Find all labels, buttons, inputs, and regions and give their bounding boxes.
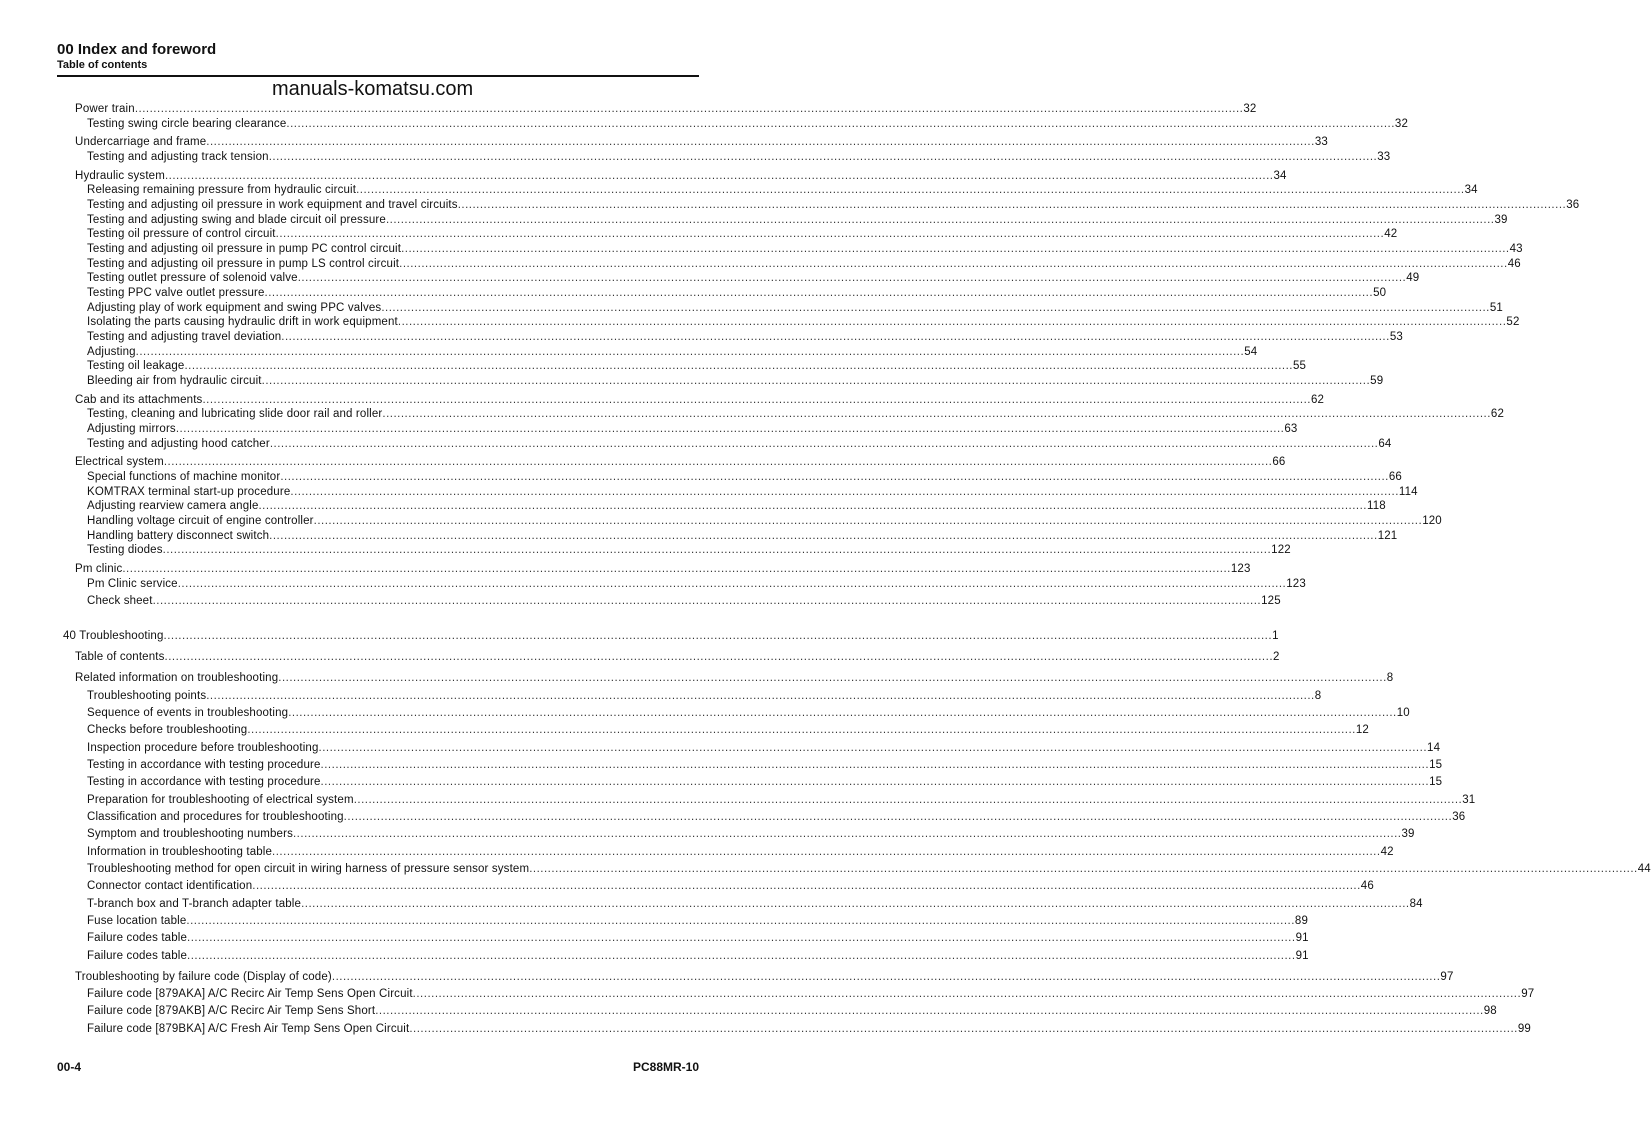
dot-leader: ............................................................................................................................................................................................................................................................................................................: [288, 707, 1397, 719]
toc-entry-title: Cab and its attachments: [75, 394, 203, 406]
toc-entry[interactable]: [87, 949, 1309, 963]
toc-entry[interactable]: [87, 359, 1307, 373]
toc-entry-title: Pm clinic: [75, 563, 123, 575]
toc-entry-title: Testing outlet pressure of solenoid valve: [87, 272, 298, 284]
toc-entry[interactable]: [87, 485, 1418, 499]
toc-entry-page: 46: [1507, 258, 1521, 270]
toc-entry-title: Adjusting play of work equipment and swing PPC valves: [87, 302, 382, 314]
toc-entry-title: Testing in accordance with testing procedure: [87, 759, 321, 771]
toc-entry-page: 123: [1286, 578, 1306, 590]
toc-entry-page: 62: [1490, 408, 1505, 420]
toc-entry-title: Testing oil pressure of control circuit: [87, 228, 276, 240]
toc-entry[interactable]: [75, 671, 1394, 685]
toc-entry-title: Testing oil leakage: [87, 360, 185, 372]
dot-leader: ............................................................................................................................................................................................................................................................................................................: [164, 170, 1274, 182]
toc-entry-page: 51: [1489, 302, 1503, 314]
toc-entry[interactable]: [87, 183, 1478, 197]
toc-entry-title: Testing and adjusting oil pressure in pump LS control circuit: [87, 258, 400, 270]
toc-entry[interactable]: [75, 970, 1454, 984]
toc-entry[interactable]: [87, 741, 1441, 755]
toc-entry-page: 121: [1377, 530, 1398, 542]
toc-entry-title: Testing and adjusting oil pressure in work equipment and travel circuits: [87, 199, 458, 211]
toc-entry[interactable]: [87, 914, 1309, 928]
toc-entry-page: 36: [1566, 199, 1580, 211]
dot-leader: ............................................................................................................................................................................................................................................................................................................: [409, 1023, 1518, 1035]
toc-entry-title: Symptom and troubleshooting numbers: [87, 828, 293, 840]
toc-entry-page: 12: [1355, 724, 1369, 736]
dot-leader: ............................................................................................................................................................................................................................................................................................................: [292, 828, 1402, 840]
dot-leader: ............................................................................................................................................................................................................................................................................................................: [206, 690, 1315, 702]
toc-entry-page: 114: [1398, 486, 1418, 498]
toc-entry-page: 120: [1422, 515, 1442, 527]
dot-leader: ............................................................................................................................................................................................................................................................................................................: [313, 515, 1423, 527]
toc-entry-title: Undercarriage and frame: [75, 136, 207, 148]
toc-entry-title: Troubleshooting points: [87, 690, 207, 702]
toc-entry-page: 8: [1386, 672, 1394, 684]
toc-entry[interactable]: [87, 301, 1503, 315]
toc-entry-page: 36: [1452, 811, 1466, 823]
toc-entry-page: 39: [1494, 214, 1508, 226]
toc-entry[interactable]: [87, 345, 1258, 359]
toc-entry-title: Check sheet: [87, 595, 153, 607]
toc-entry-page: 55: [1293, 360, 1307, 372]
toc-entry[interactable]: [87, 529, 1398, 543]
dot-leader: ............................................................................................................................................................................................................................................................................................................: [382, 408, 1491, 420]
toc-entry-title: Testing in accordance with testing procedure: [87, 776, 321, 788]
dot-leader: ............................................................................................................................................................................................................................................................................................................: [280, 471, 1389, 483]
dot-leader: ............................................................................................................................................................................................................................................................................................................: [252, 880, 1361, 892]
toc-entry-title: Sequence of events in troubleshooting: [87, 707, 289, 719]
toc-entry-page: 31: [1462, 794, 1476, 806]
toc-entry[interactable]: [87, 242, 1523, 256]
toc-entry-title: Related information on troubleshooting: [75, 672, 279, 684]
toc-entry[interactable]: [75, 135, 1328, 149]
toc-entry-title: Checks before troubleshooting: [87, 724, 248, 736]
toc-entry[interactable]: [75, 102, 1257, 116]
toc-entry-title: Information in troubleshooting table: [87, 846, 273, 858]
toc-entry-page: 1: [1272, 630, 1279, 642]
toc-entry-title: Pm Clinic service: [87, 578, 178, 590]
dot-leader: ............................................................................................................................................................................................................................................................................................................: [268, 151, 1378, 163]
dot-leader: ............................................................................................................................................................................................................................................................................................................: [353, 794, 1463, 806]
toc-entry-page: 125: [1261, 595, 1281, 607]
toc-entry-title: Testing diodes: [87, 544, 163, 556]
toc-entry-page: 33: [1377, 151, 1391, 163]
toc-entry-page: 84: [1409, 898, 1423, 910]
toc-entry-title: Failure code [879AKB] A/C Recirc Air Temp Sens Short: [87, 1005, 376, 1017]
toc-entry[interactable]: [87, 987, 1535, 1001]
toc-entry-page: 2: [1273, 651, 1280, 663]
toc-entry-title: Special functions of machine monitor: [87, 471, 281, 483]
toc-entry-page: 118: [1367, 500, 1386, 512]
toc-entry[interactable]: [87, 1022, 1531, 1036]
toc-entry-page: 8: [1314, 690, 1322, 702]
toc-entry-page: 44: [1637, 863, 1651, 875]
dot-leader: ............................................................................................................................................................................................................................................................................................................: [343, 811, 1453, 823]
toc-entry-title: Connector contact identification: [87, 880, 253, 892]
section-subtitle: Table of contents: [57, 59, 148, 71]
dot-leader: ............................................................................................................................................................................................................................................................................................................: [356, 184, 1465, 196]
toc-entry[interactable]: [87, 330, 1403, 344]
toc-entry-title: Testing, cleaning and lubricating slide door rail and roller: [87, 408, 383, 420]
toc-entry[interactable]: [87, 879, 1374, 893]
toc-entry-title: Failure code [879AKA] A/C Recirc Air Temp Sens Open Circuit: [87, 988, 413, 1000]
toc-entry-page: 33: [1314, 136, 1328, 148]
toc-entry[interactable]: [87, 257, 1521, 271]
toc-entry-title: Handling voltage circuit of engine controller: [87, 515, 314, 527]
toc-entry-title: Troubleshooting method for open circuit in wiring harness of pressure sensor system: [87, 863, 530, 875]
toc-entry[interactable]: [87, 723, 1369, 737]
toc-entry-page: 39: [1401, 828, 1415, 840]
toc-entry-title: Testing and adjusting hood catcher: [87, 438, 270, 450]
toc-entry-page: 15: [1429, 776, 1443, 788]
toc-entry-page: 62: [1311, 394, 1325, 406]
dot-leader: ............................................................................................................................................................................................................................................................................................................: [385, 214, 1495, 226]
toc-entry-page: 91: [1295, 950, 1309, 962]
toc-entry[interactable]: [87, 810, 1466, 824]
footer-page-number: 00-4: [57, 1060, 82, 1074]
toc-entry-title: Fuse location table: [87, 915, 187, 927]
dot-leader: ............................................................................................................................................................................................................................................................................................................: [164, 651, 1274, 663]
dot-leader: ............................................................................................................................................................................................................................................................................................................: [269, 530, 1378, 542]
toc-entry[interactable]: [87, 862, 1651, 876]
toc-entry-title: Troubleshooting by failure code (Display of code): [75, 971, 332, 983]
toc-entry-page: 43: [1509, 243, 1523, 255]
toc-entry[interactable]: [75, 393, 1325, 407]
toc-entry-title: Isolating the parts causing hydraulic drift in work equipment: [87, 316, 398, 328]
toc-entry-title: Power train: [75, 103, 135, 115]
toc-entry-page: 50: [1373, 287, 1387, 299]
toc-entry-page: 122: [1271, 544, 1291, 556]
dot-leader: ............................................................................................................................................................................................................................................................................................................: [397, 316, 1507, 328]
dot-leader: ............................................................................................................................................................................................................................................................................................................: [275, 228, 1385, 240]
dot-leader: ............................................................................................................................................................................................................................................................................................................: [286, 118, 1395, 130]
dot-leader: ............................................................................................................................................................................................................................................................................................................: [381, 302, 1490, 314]
toc-entry-title: Testing and adjusting oil pressure in pump PC control circuit: [87, 243, 402, 255]
toc-entry-title: Testing and adjusting track tension: [87, 151, 269, 163]
toc-entry-page: 34: [1464, 184, 1478, 196]
toc-entry-page: 66: [1272, 456, 1286, 468]
dot-leader: ............................................................................................................................................................................................................................................................................................................: [264, 287, 1374, 299]
toc-entry-title: Failure codes table: [87, 932, 188, 944]
toc-entry[interactable]: [75, 562, 1251, 576]
dot-leader: ............................................................................................................................................................................................................................................................................................................: [281, 331, 1390, 343]
dot-leader: ............................................................................................................................................................................................................................................................................................................: [318, 742, 1428, 754]
toc-entry-page: 46: [1360, 880, 1374, 892]
dot-leader: ............................................................................................................................................................................................................................................................................................................: [184, 360, 1293, 372]
toc-entry[interactable]: [87, 213, 1508, 227]
toc-entry-title: Handling battery disconnect switch: [87, 530, 270, 542]
dot-leader: ............................................................................................................................................................................................................................................................................................................: [320, 776, 1430, 788]
dot-leader: ............................................................................................................................................................................................................................................................................................................: [135, 346, 1245, 358]
toc-entry-page: 10: [1396, 707, 1410, 719]
toc-entry-page: 42: [1380, 846, 1394, 858]
toc-entry[interactable]: [87, 775, 1443, 789]
toc-entry[interactable]: [87, 827, 1415, 841]
dot-leader: ............................................................................................................................................................................................................................................................................................................: [122, 563, 1231, 575]
toc-entry[interactable]: [87, 422, 1298, 436]
toc-entry-title: Classification and procedures for troubleshooting: [87, 811, 344, 823]
toc-entry[interactable]: [87, 374, 1384, 388]
toc-entry-page: 91: [1295, 932, 1309, 944]
toc-entry-page: 123: [1230, 563, 1251, 575]
dot-leader: ............................................................................................................................................................................................................................................................................................................: [261, 375, 1371, 387]
toc-entry[interactable]: [87, 577, 1306, 591]
toc-entry[interactable]: [87, 931, 1309, 945]
toc-entry-title: 40 Troubleshooting: [63, 630, 164, 642]
toc-entry[interactable]: [87, 594, 1281, 608]
dot-leader: ............................................................................................................................................................................................................................................................................................................: [272, 846, 1381, 858]
dot-leader: ............................................................................................................................................................................................................................................................................................................: [163, 456, 1273, 468]
toc-entry[interactable]: [87, 407, 1505, 421]
toc-entry-title: Inspection procedure before troubleshooting: [87, 742, 319, 754]
toc-entry[interactable]: [87, 117, 1409, 131]
toc-entry[interactable]: [87, 499, 1386, 513]
toc-entry[interactable]: [87, 706, 1410, 720]
toc-entry-page: 59: [1370, 375, 1384, 387]
dot-leader: ............................................................................................................................................................................................................................................................................................................: [269, 438, 1379, 450]
dot-leader: ............................................................................................................................................................................................................................................................................................................: [186, 915, 1295, 927]
toc-entry-page: 66: [1388, 471, 1402, 483]
toc-entry-page: 32: [1394, 118, 1409, 130]
toc-entry[interactable]: [87, 514, 1442, 528]
toc-entry-title: Testing swing circle bearing clearance: [87, 118, 287, 130]
toc-entry-title: Table of contents: [75, 651, 165, 663]
toc-entry-page: 32: [1243, 103, 1257, 115]
toc-entry[interactable]: [75, 650, 1280, 664]
toc-entry-title: Testing PPC valve outlet pressure: [87, 287, 265, 299]
toc-entry[interactable]: [87, 845, 1394, 859]
dot-leader: ............................................................................................................................................................................................................................................................................................................: [399, 258, 1508, 270]
dot-leader: ............................................................................................................................................................................................................................................................................................................: [297, 272, 1407, 284]
toc-entry-page: 53: [1389, 331, 1403, 343]
dot-leader: ............................................................................................................................................................................................................................................................................................................: [206, 136, 1315, 148]
toc-entry-title: Electrical system: [75, 456, 164, 468]
dot-leader: ............................................................................................................................................................................................................................................................................................................: [320, 759, 1430, 771]
dot-leader: ............................................................................................................................................................................................................................................................................................................: [301, 898, 1410, 910]
toc-entry-title: Testing and adjusting swing and blade circuit oil pressure: [87, 214, 386, 226]
toc-entry[interactable]: [87, 470, 1402, 484]
dot-leader: ............................................................................................................................................................................................................................................................................................................: [152, 595, 1262, 607]
toc-entry-page: 99: [1517, 1023, 1531, 1035]
footer-model: PC88MR-10: [632, 1060, 699, 1074]
watermark: manuals-komatsu.com: [272, 78, 474, 100]
toc-entry[interactable]: [87, 793, 1476, 807]
toc-entry-page: 89: [1294, 915, 1309, 927]
dot-leader: ............................................................................................................................................................................................................................................................................................................: [401, 243, 1510, 255]
dot-leader: ............................................................................................................................................................................................................................................................................................................: [162, 544, 1272, 556]
dot-leader: ............................................................................................................................................................................................................................................................................................................: [177, 578, 1287, 590]
toc-entry[interactable]: [87, 437, 1392, 451]
toc-entry-page: 97: [1521, 988, 1535, 1000]
toc-entry-title: Adjusting mirrors: [87, 423, 176, 435]
toc-entry-page: 49: [1406, 272, 1420, 284]
toc-entry[interactable]: [87, 897, 1423, 911]
dot-leader: ............................................................................................................................................................................................................................................................................................................: [457, 199, 1567, 211]
dot-leader: ............................................................................................................................................................................................................................................................................................................: [258, 500, 1368, 512]
toc-entry-title: Failure code [879BKA] A/C Fresh Air Temp Sens Open Circuit: [87, 1023, 410, 1035]
toc-entry-page: 52: [1506, 316, 1520, 328]
toc-entry-page: 54: [1244, 346, 1258, 358]
dot-leader: ............................................................................................................................................................................................................................................................................................................: [163, 630, 1273, 642]
toc-entry-page: 98: [1483, 1005, 1497, 1017]
dot-leader: ............................................................................................................................................................................................................................................................................................................: [202, 394, 1311, 406]
toc-entry[interactable]: [87, 543, 1291, 557]
toc-entry-title: Failure codes table: [87, 950, 188, 962]
toc-entry-title: KOMTRAX terminal start-up procedure: [87, 486, 291, 498]
toc-entry[interactable]: [87, 227, 1398, 241]
toc-entry[interactable]: [87, 286, 1387, 300]
dot-leader: ............................................................................................................................................................................................................................................................................................................: [247, 724, 1356, 736]
dot-leader: ............................................................................................................................................................................................................................................................................................................: [331, 971, 1441, 983]
dot-leader: ............................................................................................................................................................................................................................................................................................................: [175, 423, 1285, 435]
toc-entry[interactable]: [87, 1004, 1497, 1018]
toc-entry-title: Testing and adjusting travel deviation: [87, 331, 282, 343]
toc-entry-page: 63: [1284, 423, 1298, 435]
toc-entry-title: Bleeding air from hydraulic circuit: [87, 375, 262, 387]
dot-leader: ............................................................................................................................................................................................................................................................................................................: [187, 932, 1296, 944]
toc-entry[interactable]: [87, 150, 1391, 164]
toc-entry[interactable]: [87, 315, 1520, 329]
header-rule: [57, 75, 699, 77]
dot-leader: ............................................................................................................................................................................................................................................................................................................: [375, 1005, 1484, 1017]
toc-entry[interactable]: [75, 169, 1287, 183]
toc-entry[interactable]: [87, 271, 1420, 285]
toc-entry-title: Hydraulic system: [75, 170, 165, 182]
dot-leader: ............................................................................................................................................................................................................................................................................................................: [278, 672, 1387, 684]
toc-entry-title: Adjusting rearview camera angle: [87, 500, 259, 512]
toc-entry-title: Adjusting: [87, 346, 136, 358]
toc-entry-page: 15: [1429, 759, 1443, 771]
dot-leader: ............................................................................................................................................................................................................................................................................................................: [290, 486, 1399, 498]
dot-leader: ............................................................................................................................................................................................................................................................................................................: [187, 950, 1296, 962]
toc-entry-page: 64: [1378, 438, 1392, 450]
toc-entry-page: 14: [1427, 742, 1441, 754]
toc-entry[interactable]: [87, 689, 1322, 703]
toc-entry[interactable]: [87, 758, 1443, 772]
toc-entry-title: Preparation for troubleshooting of electrical system: [87, 794, 354, 806]
toc-entry-page: 34: [1273, 170, 1287, 182]
toc-entry[interactable]: [63, 629, 1279, 643]
dot-leader: ............................................................................................................................................................................................................................................................................................................: [412, 988, 1522, 1000]
toc-entry-title: T-branch box and T-branch adapter table: [87, 898, 302, 910]
dot-leader: ............................................................................................................................................................................................................................................................................................................: [134, 103, 1244, 115]
toc-entry-page: 42: [1384, 228, 1398, 240]
toc-entry[interactable]: [87, 198, 1580, 212]
chapter-title: 00 Index and foreword: [57, 41, 217, 58]
toc-entry-page: 97: [1440, 971, 1454, 983]
toc-entry-title: Releasing remaining pressure from hydraulic circuit: [87, 184, 357, 196]
toc-entry[interactable]: [75, 455, 1286, 469]
dot-leader: ............................................................................................................................................................................................................................................................................................................: [529, 863, 1638, 875]
